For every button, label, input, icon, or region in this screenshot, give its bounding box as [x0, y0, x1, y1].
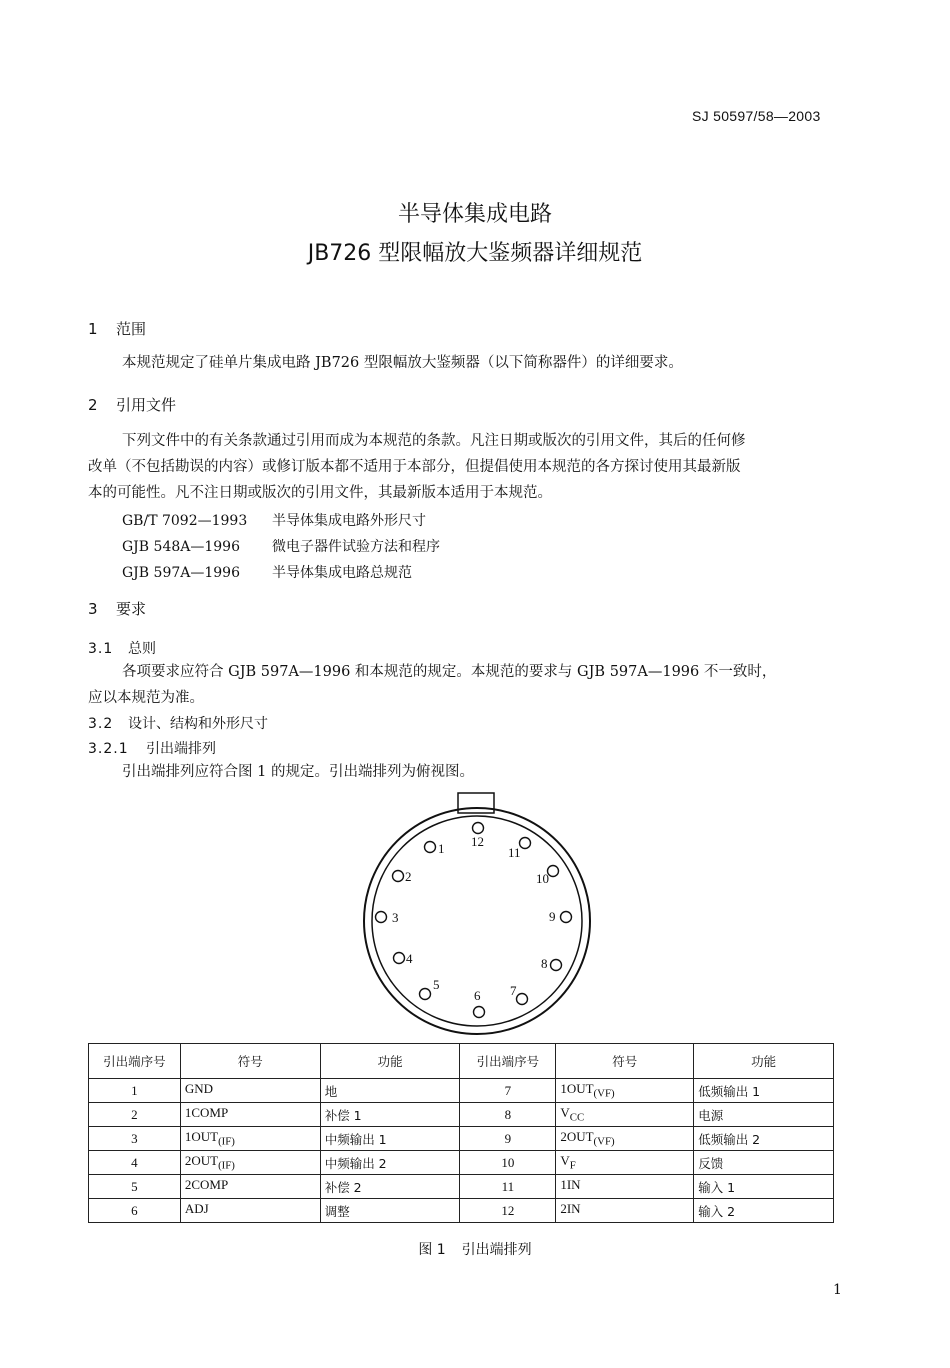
pin-function: 低频输出 2	[694, 1127, 834, 1151]
section-number: 2	[88, 396, 98, 414]
pin-function: 调整	[320, 1199, 460, 1223]
pin-function: 中频输出 2	[320, 1151, 460, 1175]
pin-label: 6	[474, 988, 481, 1003]
section-1-heading	[88, 318, 146, 339]
pin-marker	[561, 912, 572, 923]
pin-function: 电源	[694, 1103, 834, 1127]
table-row	[89, 1103, 834, 1127]
pin-function: 低频输出 1	[694, 1079, 834, 1103]
pin-marker	[393, 871, 404, 882]
pin-marker	[520, 838, 531, 849]
subsection-3-1-line-1: 各项要求应符合 GJB 597A—1996 和本规范的规定。本规范的要求与 GJB 597A—1996 不一致时，	[122, 664, 777, 680]
section-number: 1	[88, 320, 98, 338]
pin-symbol: ADJ	[180, 1199, 320, 1223]
section-title: 引用文件	[116, 396, 177, 414]
section-title: 范围	[116, 320, 147, 338]
reference-name: 半导体集成电路总规范	[272, 565, 412, 581]
pin-number: 5	[89, 1175, 181, 1199]
pin-marker	[425, 842, 436, 853]
reference-name: 微电子器件试验方法和程序	[272, 539, 440, 555]
pin-symbol: $1OUT_{(VF)}$	[556, 1079, 694, 1103]
pin-function: 输入 2	[694, 1199, 834, 1223]
pin-number: 10	[460, 1151, 556, 1175]
figure-number: 图 1	[418, 1242, 446, 1258]
pin-label: 8	[541, 956, 548, 971]
table-row	[89, 1175, 834, 1199]
pin-number: 11	[460, 1175, 556, 1199]
header-pin-number: 引出端序号	[89, 1044, 181, 1079]
reference-item	[122, 536, 440, 556]
reference-item	[122, 562, 412, 582]
pin-number: 8	[460, 1103, 556, 1127]
header-function: 功能	[320, 1044, 460, 1079]
section-2-heading	[88, 394, 176, 415]
pin-number: 7	[460, 1079, 556, 1103]
section-1-text: 本规范规定了硅单片集成电路 JB726 型限幅放大鉴频器（以下简称器件）的详细要求。	[122, 355, 683, 371]
pin-function: 输入 1	[694, 1175, 834, 1199]
table-row	[89, 1127, 834, 1151]
section-number: 3.1	[88, 641, 114, 657]
pin-label: 5	[433, 977, 440, 992]
pin-number: 3	[89, 1127, 181, 1151]
pin-label: 7	[510, 983, 517, 998]
reference-name: 半导体集成电路外形尺寸	[272, 513, 426, 529]
pin-label: 12	[471, 834, 484, 849]
pin-marker	[473, 823, 484, 834]
pin-number: 6	[89, 1199, 181, 1223]
table-row	[89, 1079, 834, 1103]
section-title: 总则	[128, 641, 156, 657]
figure-caption-text: 引出端排列	[461, 1242, 532, 1258]
pin-label: 1	[438, 841, 445, 856]
pin-marker	[548, 866, 559, 877]
pin-function: 地	[320, 1079, 460, 1103]
section-title: 要求	[116, 600, 147, 618]
section-title: 引出端排列	[146, 741, 216, 757]
pin-symbol: $V_{CC}$	[556, 1103, 694, 1127]
pin-function: 反馈	[694, 1151, 834, 1175]
pin-symbol: $2OUT_{(IF)}$	[180, 1151, 320, 1175]
subsection-3-2-heading	[88, 713, 268, 733]
reference-item	[122, 510, 426, 530]
pin-label: 3	[392, 910, 399, 925]
reference-code: GJB 548A—1996	[122, 539, 240, 555]
pin-function: 补偿 2	[320, 1175, 460, 1199]
section-number: 3.2.1	[88, 741, 129, 757]
pin-marker	[551, 960, 562, 971]
pin-marker	[420, 989, 431, 1000]
section-number: 3.2	[88, 716, 114, 732]
header-symbol: 符号	[180, 1044, 320, 1079]
pin-symbol: 2IN	[556, 1199, 694, 1223]
pin-label: 11	[508, 845, 521, 860]
figure-caption	[0, 1239, 950, 1259]
pin-symbol: $2OUT_{(VF)}$	[556, 1127, 694, 1151]
pin-function: 补偿 1	[320, 1103, 460, 1127]
pin-symbol: $V_F$	[556, 1151, 694, 1175]
pin-symbol: 2COMP	[180, 1175, 320, 1199]
header-symbol: 符号	[556, 1044, 694, 1079]
section-3-heading	[88, 598, 146, 619]
section-2-line-2: 改单（不包括勘误的内容）或修订版本都不适用于本部分，但提倡使用本规范的各方探讨使用其最新版	[88, 459, 741, 475]
pin-symbol: 1COMP	[180, 1103, 320, 1127]
pin-number: 2	[89, 1103, 181, 1127]
reference-code: GJB 597A—1996	[122, 565, 240, 581]
section-2-line-1: 下列文件中的有关条款通过引用而成为本规范的条款。凡注日期或版次的引用文件，其后的任何修	[122, 433, 746, 449]
pin-diagram	[360, 788, 600, 1036]
pin-symbol: 1IN	[556, 1175, 694, 1199]
subsection-3-1-line-2: 应以本规范为准。	[88, 690, 204, 706]
section-title: 设计、结构和外形尺寸	[128, 716, 268, 732]
pin-label: 10	[536, 871, 549, 886]
page-number: 1	[833, 1282, 842, 1298]
pin-function: 中频输出 1	[320, 1127, 460, 1151]
subsection-3-2-1-text: 引出端排列应符合图 1 的规定。引出端排列为俯视图。	[122, 764, 474, 780]
pin-number: 4	[89, 1151, 181, 1175]
subsection-3-1-heading	[88, 638, 156, 658]
pin-marker	[474, 1007, 485, 1018]
pin-marker	[394, 953, 405, 964]
package-tab	[458, 793, 494, 813]
pin-symbol: GND	[180, 1079, 320, 1103]
standard-number: SJ 50597/58—2003	[692, 108, 821, 124]
table-row	[89, 1151, 834, 1175]
table-row	[89, 1199, 834, 1223]
pin-marker	[376, 912, 387, 923]
pin-table	[88, 1043, 834, 1223]
pin-label: 9	[549, 909, 556, 924]
pin-marker	[517, 994, 528, 1005]
doc-title-line1: 半导体集成电路	[397, 202, 552, 227]
pin-number: 1	[89, 1079, 181, 1103]
pin-symbol: $1OUT_{(IF)}$	[180, 1127, 320, 1151]
table-header-row	[89, 1044, 834, 1079]
subsection-3-2-1-heading	[88, 738, 216, 758]
pin-number: 9	[460, 1127, 556, 1151]
pin-number: 12	[460, 1199, 556, 1223]
header-pin-number: 引出端序号	[460, 1044, 556, 1079]
reference-code: GB/T 7092—1993	[122, 513, 248, 529]
pin-label: 2	[405, 869, 412, 884]
section-number: 3	[88, 600, 98, 618]
pin-label: 4	[406, 951, 413, 966]
header-function: 功能	[694, 1044, 834, 1079]
doc-title-line2: JB726 型限幅放大鉴频器详细规范	[307, 241, 643, 266]
section-2-line-3: 本的可能性。凡不注日期或版次的引用文件，其最新版本适用于本规范。	[88, 485, 552, 501]
